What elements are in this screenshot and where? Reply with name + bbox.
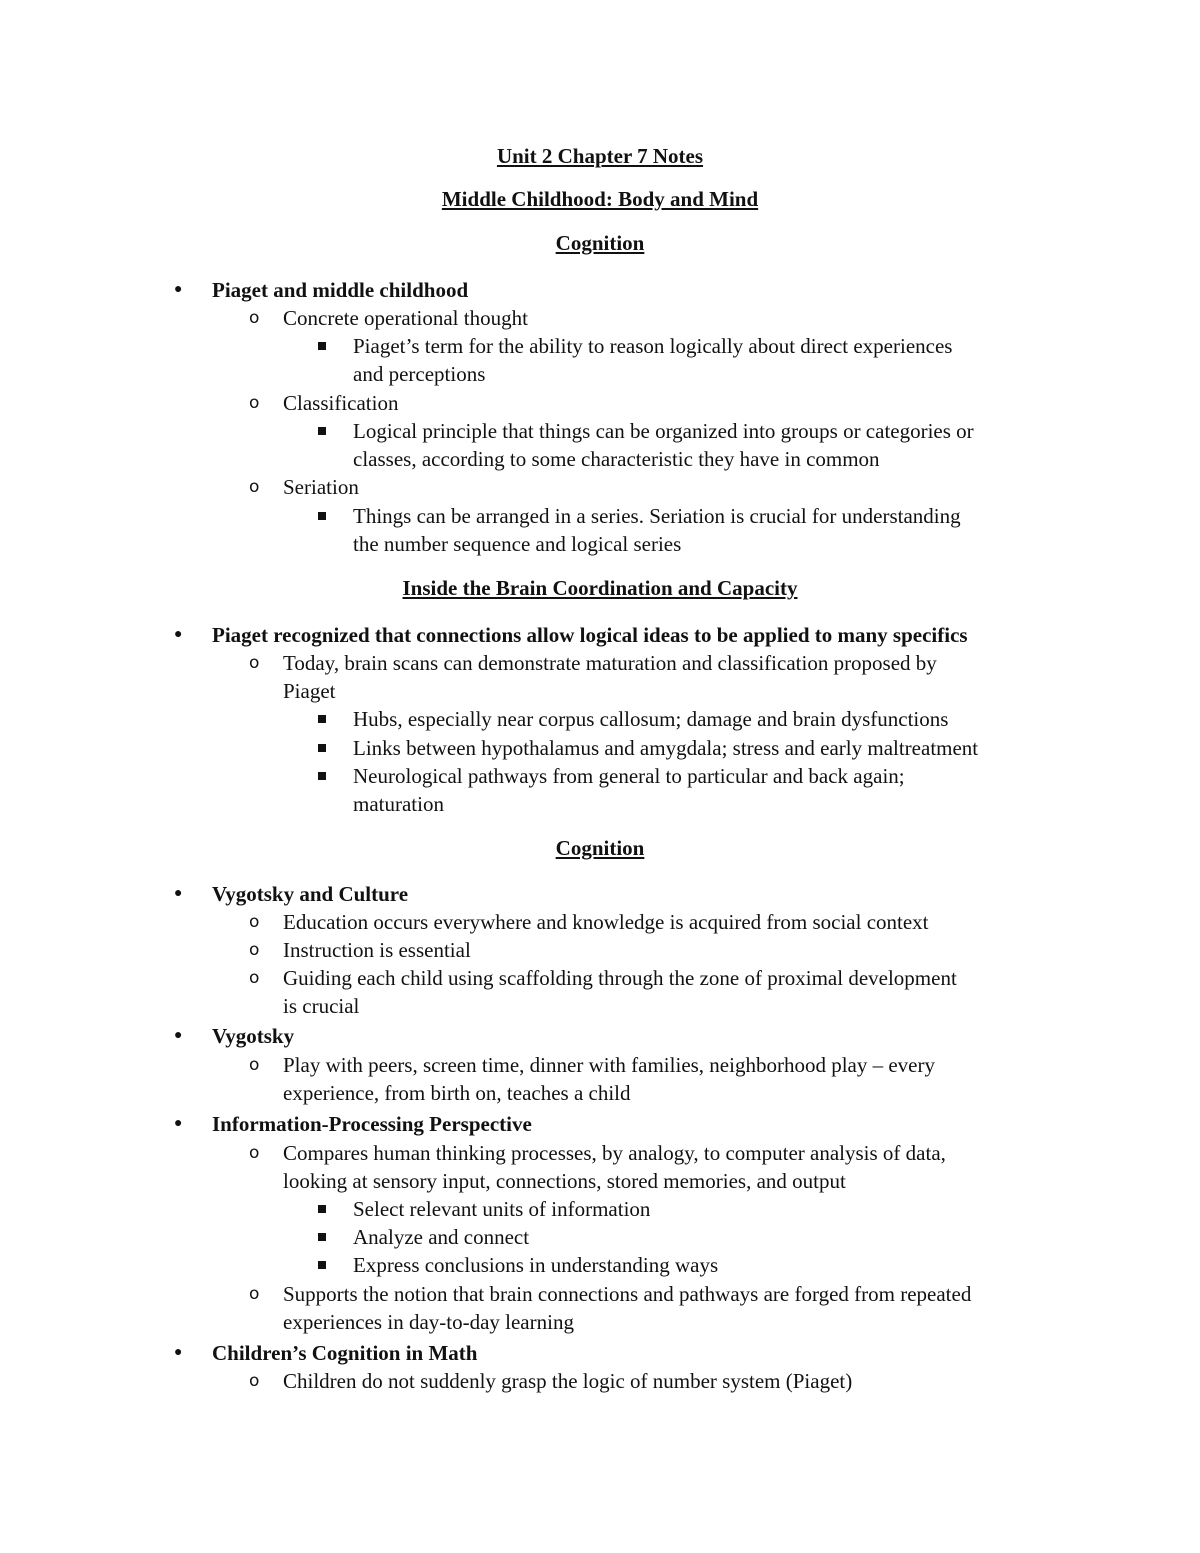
section-heading-cognition-2: Cognition (555, 836, 645, 860)
detail-analyze-connect: Analyze and connect (353, 1225, 530, 1249)
sub-bullet-play-line2: experience, from birth on, teaches a child (283, 1081, 631, 1105)
detail-pathways-line2: maturation (353, 792, 444, 816)
square-bullet-marker (318, 1233, 326, 1241)
document-subtitle: Middle Childhood: Body and Mind (441, 187, 759, 211)
sub-bullet-classification: Classification (283, 391, 399, 415)
sub-bullet-marker: o (249, 912, 260, 932)
bullet-marker: ● (174, 886, 183, 901)
bullet-vygotsky-culture: Vygotsky and Culture (212, 882, 409, 906)
detail-links: Links between hypothalamus and amygdala; stress and early maltreatment (353, 736, 979, 760)
detail-classification-line1: Logical principle that things can be organized into groups or categories or (353, 419, 974, 443)
bullet-information-processing: Information-Processing Perspective (212, 1112, 532, 1136)
sub-bullet-supports-line2: experiences in day-to-day learning (283, 1310, 574, 1334)
detail-pathways-line1: Neurological pathways from general to particular and back again; (353, 764, 905, 788)
sub-bullet-scaffolding-line2: is crucial (283, 994, 360, 1018)
bullet-piaget-middle-childhood: Piaget and middle childhood (212, 278, 469, 302)
square-bullet-marker (318, 772, 326, 780)
sub-bullet-marker: o (249, 1143, 260, 1163)
sub-bullet-number-system: Children do not suddenly grasp the logic of number system (Piaget) (283, 1369, 853, 1393)
sub-bullet-marker: o (249, 477, 260, 497)
sub-bullet-marker: o (249, 308, 260, 328)
square-bullet-marker (318, 1205, 326, 1213)
section-heading-inside-brain: Inside the Brain Coordination and Capacity (402, 576, 798, 600)
detail-select-units: Select relevant units of information (353, 1197, 651, 1221)
section-heading-cognition: Cognition (555, 231, 645, 255)
square-bullet-marker (318, 744, 326, 752)
bullet-vygotsky: Vygotsky (212, 1024, 295, 1048)
document-title: Unit 2 Chapter 7 Notes (496, 144, 704, 168)
sub-bullet-brain-scans-line1: Today, brain scans can demonstrate maturation and classification proposed by (283, 651, 937, 675)
sub-bullet-marker: o (249, 1284, 260, 1304)
detail-express-conclusions: Express conclusions in understanding ways (353, 1253, 719, 1277)
sub-bullet-seriation: Seriation (283, 475, 359, 499)
sub-bullet-compares-line2: looking at sensory input, connections, stored memories, and output (283, 1169, 846, 1193)
bullet-marker: ● (174, 1116, 183, 1131)
bullet-cognition-math: Children’s Cognition in Math (212, 1341, 478, 1365)
sub-bullet-concrete-operational: Concrete operational thought (283, 306, 528, 330)
detail-seriation-line1: Things can be arranged in a series. Seriation is crucial for understanding (353, 504, 961, 528)
bullet-marker: ● (174, 627, 183, 642)
sub-bullet-marker: o (249, 940, 260, 960)
sub-bullet-supports-line1: Supports the notion that brain connections and pathways are forged from repeated (283, 1282, 972, 1306)
square-bullet-marker (318, 512, 326, 520)
detail-classification-line2: classes, according to some characteristic they have in common (353, 447, 880, 471)
detail-concrete-operational-line1: Piaget’s term for the ability to reason logically about direct experiences (353, 334, 953, 358)
sub-bullet-play-line1: Play with peers, screen time, dinner with families, neighborhood play – every (283, 1053, 935, 1077)
bullet-marker: ● (174, 1345, 183, 1360)
bullet-marker: ● (174, 1028, 183, 1043)
square-bullet-marker (318, 342, 326, 350)
detail-concrete-operational-line2: and perceptions (353, 362, 486, 386)
sub-bullet-marker: o (249, 968, 260, 988)
sub-bullet-scaffolding-line1: Guiding each child using scaffolding through the zone of proximal development (283, 966, 957, 990)
detail-seriation-line2: the number sequence and logical series (353, 532, 682, 556)
bullet-piaget-connections: Piaget recognized that connections allow logical ideas to be applied to many specifics (212, 623, 968, 647)
sub-bullet-marker: o (249, 1371, 260, 1391)
sub-bullet-compares-line1: Compares human thinking processes, by analogy, to computer analysis of data, (283, 1141, 946, 1165)
sub-bullet-brain-scans-line2: Piaget (283, 679, 336, 703)
square-bullet-marker (318, 715, 326, 723)
detail-hubs: Hubs, especially near corpus callosum; damage and brain dysfunctions (353, 707, 949, 731)
sub-bullet-education: Education occurs everywhere and knowledge is acquired from social context (283, 910, 929, 934)
sub-bullet-instruction: Instruction is essential (283, 938, 471, 962)
sub-bullet-marker: o (249, 393, 260, 413)
square-bullet-marker (318, 1261, 326, 1269)
sub-bullet-marker: o (249, 1055, 260, 1075)
sub-bullet-marker: o (249, 653, 260, 673)
square-bullet-marker (318, 427, 326, 435)
bullet-marker: ● (174, 282, 183, 297)
